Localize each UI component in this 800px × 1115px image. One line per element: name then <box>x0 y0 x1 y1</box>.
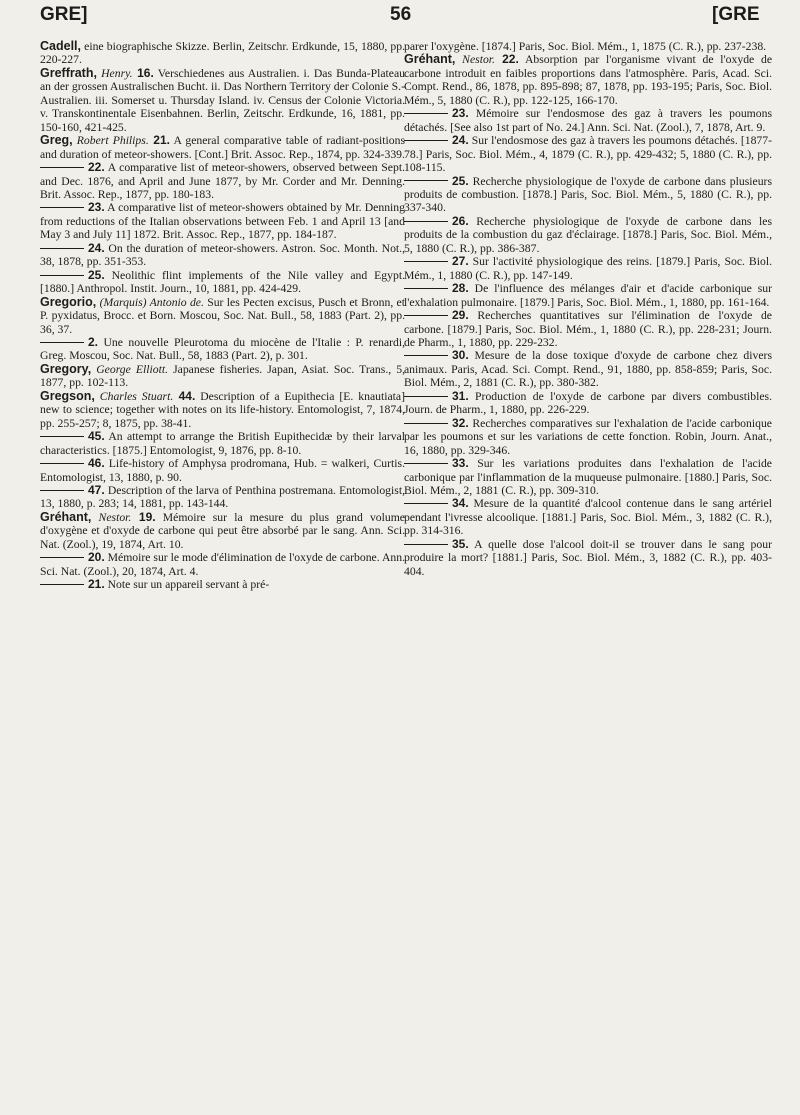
author-forename: (Marquis) Antonio de. <box>96 295 204 309</box>
entry-text: Neolithic flint implements of the Nile valley and Egypt. [1880.] Anthropol. Instit. Journ., 10, 1881, pp. 424-429. <box>40 268 405 296</box>
entry-text: Mémoire sur l'endosmose des gaz à travers les poumons détachés. [See also 1st part of No. 24.] Ann. Sci. Nat. (Zool.), 7, 1878, Art. 9. <box>404 107 772 134</box>
bibliography-entry <box>40 40 405 67</box>
continuation-rule <box>404 463 448 464</box>
continuation-rule <box>404 396 448 397</box>
entry-number: 33. <box>452 456 469 471</box>
entry-number: 29. <box>452 308 469 323</box>
bibliography-entry <box>404 175 772 215</box>
entry-text: A quelle dose l'alcool doit-il se trouver dans le sang pour produire la mort? [1881.] Paris, Soc. Biol. Mém., 3, 1882 (C. R.), pp. 403-404. <box>404 537 772 578</box>
author-forename: Nestor. <box>455 53 495 67</box>
entry-number: 44. <box>173 388 196 403</box>
entry-number: 24. <box>88 240 105 255</box>
author-forename: Charles Stuart. <box>94 389 174 403</box>
bibliography-entry <box>404 349 772 389</box>
header-right: [GRE <box>712 4 760 25</box>
continuation-rule <box>40 275 84 276</box>
entry-number: 34. <box>452 496 469 511</box>
author-name: Gregson, <box>40 388 95 403</box>
entry-number: 28. <box>452 281 469 296</box>
continuation-rule <box>404 544 448 545</box>
entry-text: A general comparative table of radiant-positions and duration of meteor-showers. [Cont.] Brit. Assoc. Rep., 1874, pp. 324-339. <box>40 134 405 161</box>
entry-text: An attempt to arrange the British Eupithecidæ by their larval characteristics. [1875.] Entomologist, 9, 1876, pp. 8-10. <box>40 430 405 457</box>
entry-text: On the duration of meteor-showers. Astron. Soc. Month. Not., 38, 1878, pp. 351-353. <box>40 241 405 269</box>
continuation-rule <box>40 248 84 249</box>
entry-text: Mesure de la dose toxique d'oxyde de carbone chez divers animaux. Paris, Acad. Sci. Compt. Rend., 91, 1880, pp. 858-859; Paris, Soc. Biol. Mém., 2, 1881 (C. R.), pp. 380-382. <box>404 349 772 390</box>
bibliography-entry <box>404 417 772 457</box>
bibliography-entry <box>404 538 772 578</box>
entry-number: 27. <box>452 254 469 269</box>
entry-text: Japanese fisheries. Japan, Asiat. Soc. Trans., 5, 1877, pp. 102-113. <box>40 362 405 390</box>
entry-text: Mémoire sur le mode d'élimination de l'oxyde de carbone. Ann. Sci. Nat. (Zool.), 20, 1874, Art. 4. <box>40 551 405 578</box>
continuation-rule <box>404 503 448 504</box>
bibliography-entry <box>40 336 405 363</box>
entry-number: 47. <box>88 482 105 497</box>
entry-number: 23. <box>88 200 105 215</box>
author-name: Gréhant, <box>404 52 456 67</box>
entry-text: Verschiedenes aus Australien. i. Das Bunda-Plateau an der grossen Australischen Bucht. ii. Das Northern Territory der Colonie S.-Australien. iii. Somerset u. Thursday Island. iv. Census der Colonie Victoria. v. Transkontinentale Eisenbahnen. Berlin, Zeitschr. Erdkunde, 16, 1881, pp. 150-160, 421-425. <box>40 66 405 134</box>
bibliography-entry <box>404 255 772 282</box>
author-forename: Robert Philips. <box>72 134 149 148</box>
page-number: 56 <box>390 4 412 25</box>
continuation-rule <box>40 167 84 168</box>
entry-text: Sur les variations produites dans l'exhalation de l'acide carbonique par l'inflammation de la muqueuse pulmonaire. [1880.] Paris, Soc. Biol. Mém., 2, 1881 (C. R.), pp. 309-310. <box>404 457 772 497</box>
entry-number: 23. <box>452 106 469 121</box>
continuation-rule <box>404 113 448 114</box>
bibliography-entry <box>40 551 405 578</box>
entry-text: Mesure de la quantité d'alcool contenue dans le sang artériel pendant l'ivresse alcoolique. [1881.] Paris, Soc. Biol. Mém., 3, 1882 (C. R.), pp. 314-316. <box>404 497 772 538</box>
entry-text: Sur l'activité physiologique des reins. [1879.] Paris, Soc. Biol. Mém., 1, 1880 (C. R.), pp. 147-149. <box>404 255 772 282</box>
continuation-rule <box>40 436 84 437</box>
continuation-rule <box>40 207 84 208</box>
entry-text: A comparative list of meteor-showers obtained by Mr. Denning from reductions of the Italian observations between Feb. 1 and April 13 [and May 3 and July 11] 1872. Brit. Assoc. Rep., 1877, pp. 184-187. <box>40 201 405 242</box>
entry-text: Recherche physiologique de l'oxyde de carbone dans plusieurs produits de combustion. [1878.] Paris, Soc. Biol. Mém., 5, 1880 (C. R.), pp. 337-340. <box>404 174 772 215</box>
entry-number: 30. <box>452 348 469 363</box>
running-header <box>0 0 800 40</box>
bibliography-entry <box>40 161 405 201</box>
entry-number: 22. <box>494 52 519 67</box>
continuation-rule <box>404 221 448 222</box>
bibliography-entry <box>40 430 405 457</box>
bibliography-entry <box>40 484 405 511</box>
entry-text: A comparative list of meteor-showers, observed between Sept. and Dec. 1876, and April and June 1877, by Mr. Corder and Mr. Denning. Brit. Assoc. Rep., 1877, pp. 180-183. <box>40 161 405 201</box>
entry-text: parer l'oxygène. [1874.] Paris, Soc. Biol. Mém., 1, 1875 (C. R.), pp. 237-238. <box>404 40 767 53</box>
continuation-rule <box>404 423 448 424</box>
continuation-rule <box>40 490 84 491</box>
continuation-rule <box>404 355 448 356</box>
bibliography-entry <box>40 363 405 390</box>
entry-number: 20. <box>88 550 105 565</box>
continuation-rule <box>404 180 448 181</box>
continuation-rule <box>40 463 84 464</box>
bibliography-entry <box>40 269 405 296</box>
entry-text: Note sur un appareil servant à pré- <box>104 578 270 592</box>
bibliography-entry <box>40 511 405 551</box>
entry-text: Recherches quantitatives sur l'élimination de l'oxyde de carbone. [1879.] Paris, Soc. Biol. Mém., 1, 1880 (C. R.), pp. 228-231; Journ. de Pharm., 1, 1880, pp. 229-232. <box>404 309 772 349</box>
author-name: Greffrath, <box>40 65 97 80</box>
bibliography-entry <box>40 201 405 241</box>
author-name: Gréhant, <box>40 509 92 524</box>
bibliography-entry <box>40 296 405 336</box>
entry-text: Life-history of Amphysa prodromana, Hub. = walkeri, Curtis. Entomologist, 13, 1880, p. 90. <box>40 457 405 484</box>
entry-text: Recherche physiologique de l'oxyde de carbone dans les produits de la combustion du gaz d'éclairage. [1878.] Paris, Soc. Biol. Mém., 5, 1880 (C. R.), pp. 386-387. <box>404 214 772 255</box>
entry-number: 35. <box>452 536 469 551</box>
bibliography-entry <box>404 215 772 255</box>
bibliography-entry <box>404 40 772 53</box>
continuation-rule <box>404 288 448 289</box>
entry-text: Sur les Pecten excisus, Pusch et Bronn, et P. pyxidatus, Brocc. et Born. Moscou, Soc. Nat. Bull., 58, 1883 (Part. 2), pp. 36, 37. <box>40 295 405 336</box>
bibliography-entry <box>404 282 772 309</box>
bibliography-entry <box>404 53 772 107</box>
entry-text: Sur l'endosmose des gaz à travers les poumons détachés. [1877-78.] Paris, Soc. Biol. Mém., 4, 1879 (C. R.), pp. 429-432; 5, 1880 (C. R.), pp. 108-115. <box>404 134 772 175</box>
bibliography-entry <box>40 134 405 161</box>
entry-number: 46. <box>88 456 105 471</box>
entry-number: 31. <box>452 388 469 403</box>
bibliography-entry <box>404 309 772 349</box>
author-name: Gregorio, <box>40 294 97 309</box>
bibliography-entry <box>404 134 772 174</box>
entry-number: 21. <box>148 133 170 148</box>
entry-number: 22. <box>88 160 105 175</box>
bibliography-entry <box>40 242 405 269</box>
header-left: GRE] <box>40 4 88 25</box>
bibliography-entry <box>404 457 772 497</box>
entry-number: 45. <box>88 429 105 444</box>
author-forename: George Elliott. <box>91 362 169 376</box>
entry-text: eine biographische Skizze. Berlin, Zeitschr. Erdkunde, 15, 1880, pp. 220-227. <box>40 40 405 67</box>
entry-text: Absorption par l'organisme vivant de l'oxyde de carbone introduit en faibles proportions dans l'atmosphère. Paris, Acad. Sci. Compt. Rend., 86, 1878, pp. 895-898; 87, 1878, pp. 193-195; Paris, Soc. Biol. Mém., 5, 1880 (C. R.), pp. 122-125, 166-170. <box>404 53 773 107</box>
entry-number: 25. <box>452 173 469 188</box>
entry-number: 25. <box>88 267 105 282</box>
entry-number: 21. <box>88 577 105 592</box>
entry-text: Recherches comparatives sur l'exhalation de l'acide carbonique par les poumons et sur les variations de cette fonction. Robin, Journ. Anat., 16, 1880, pp. 329-346. <box>404 416 772 457</box>
right-column <box>404 40 772 578</box>
bibliography-entry <box>404 107 772 134</box>
continuation-rule <box>40 584 84 585</box>
entry-number: 26. <box>452 213 469 228</box>
entry-text: Description of the larva of Penthina postremana. Entomologist, 13, 1880, p. 283; 14, 1881, pp. 143-144. <box>40 483 405 511</box>
entry-text: Description of a Eupithecia [E. knautiata] new to science; together with notes on its life-history. Entomologist, 7, 1874, pp. 255-257; 8, 1875, pp. 38-41. <box>40 389 406 430</box>
left-column <box>40 40 405 592</box>
author-forename: Nestor. <box>91 510 132 524</box>
bibliography-entry <box>40 457 405 484</box>
entry-text: De l'influence des mélanges d'air et d'acide carbonique sur l'exhalation pulmonaire. [1879.] Paris, Soc. Biol. Mém., 1, 1880, pp. 161-164. <box>404 282 772 309</box>
entry-number: 32. <box>452 415 469 430</box>
bibliography-entry <box>40 390 405 430</box>
entry-text: Une nouvelle Pleurotoma du miocène de l'Italie : P. renardi, Greg. Moscou, Soc. Nat. Bull., 58, 1883 (Part. 2), p. 301. <box>40 335 405 363</box>
entry-text: Production de l'oxyde de carbone par divers combustibles. Journ. de Pharm., 1, 1880, pp. 226-229. <box>404 389 772 417</box>
author-name: Cadell, <box>40 39 81 53</box>
bibliography-entry <box>404 497 772 537</box>
bibliography-entry <box>40 578 405 591</box>
bibliography-entry <box>40 67 405 134</box>
author-forename: Henry. <box>96 66 133 80</box>
entry-number: 16. <box>132 65 154 80</box>
continuation-rule <box>404 261 448 262</box>
continuation-rule <box>40 342 84 343</box>
entry-text: Mémoire sur la mesure du plus grand volume d'oxygène et d'oxyde de carbone qui peut être absorbé par le sang. Ann. Sci. Nat. (Zool.), 19, 1874, Art. 10. <box>40 510 405 551</box>
continuation-rule <box>404 140 448 141</box>
entry-number: 24. <box>452 133 469 148</box>
entry-number: 19. <box>131 509 156 524</box>
entry-number: 2. <box>88 334 99 349</box>
author-name: Gregory, <box>40 361 92 376</box>
author-name: Greg, <box>40 133 73 148</box>
continuation-rule <box>40 557 84 558</box>
bibliography-entry <box>404 390 772 417</box>
continuation-rule <box>404 315 448 316</box>
